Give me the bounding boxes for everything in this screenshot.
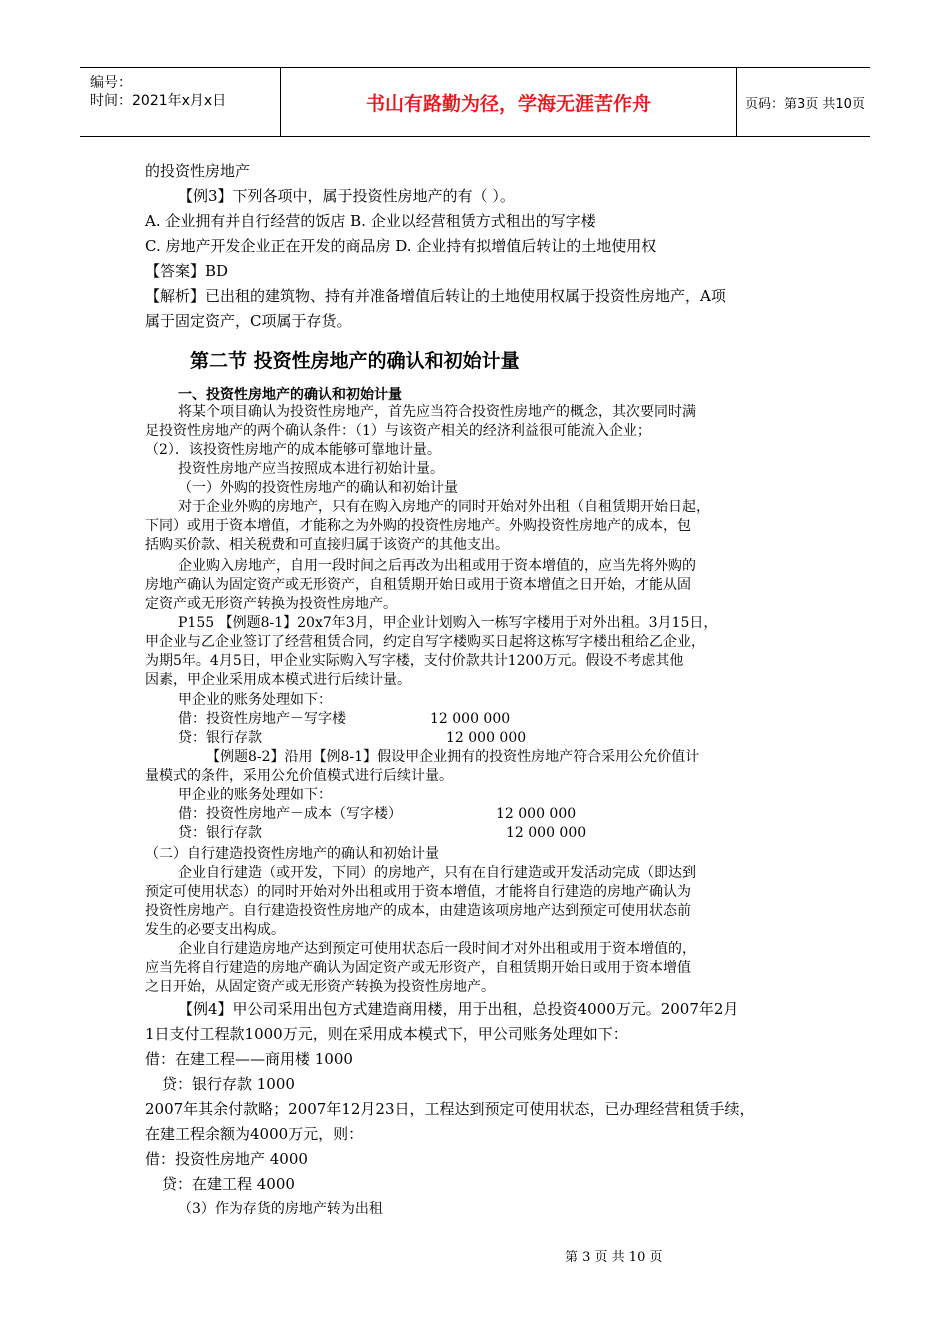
text-line: 属于固定资产，C项属于存货。 <box>145 312 352 330</box>
text-line: 房地产确认为固定资产或无形资产，自租赁期开始日或用于资本增值之日开始，才能从固 <box>145 577 691 593</box>
journal-amount: 12 000 000 <box>446 730 527 746</box>
text-line: 【例3】下列各项中，属于投资性房地产的有（ ）。 <box>178 187 515 205</box>
section-title: 第二节 投资性房地产的确认和初始计量 <box>190 350 520 372</box>
journal-credit: 贷：银行存款 <box>178 825 262 841</box>
journal-amount: 12 000 000 <box>430 711 511 727</box>
text-line: （2）．该投资性房地产的成本能够可靠地计量。 <box>145 442 441 458</box>
text-line: 之日开始，从固定资产或无形资产转换为投资性房地产。 <box>145 979 495 995</box>
text-line: 企业自行建造房地产达到预定可使用状态后一段时间才对外出租或用于资本增值的， <box>178 941 696 957</box>
text-line: 【解析】已出租的建筑物、持有并准备增值后转让的土地使用权属于投资性房地产，A项 <box>145 287 726 305</box>
text-line: 量模式的条件，采用公允价值模式进行后续计量。 <box>145 768 453 784</box>
text-line: 发生的必要支出构成。 <box>145 922 285 938</box>
text-line: 下同）或用于资本增值，才能称之为外购的投资性房地产。外购投资性房地产的成本，包 <box>145 518 691 534</box>
journal-debit: 借：投资性房地产－写字楼 <box>178 711 346 727</box>
journal-amount: 12 000 000 <box>506 825 587 841</box>
text-line: （二）自行建造投资性房地产的确认和初始计量 <box>145 846 439 862</box>
text-line: 在建工程余额为4000万元，则： <box>145 1125 364 1143</box>
text-line: 对于企业外购的房地产，只有在购入房地产的同时开始对外出租（自租赁期开始日起， <box>178 499 710 515</box>
page-info: 页码：第3页 共10页 <box>745 96 865 112</box>
text-line: （3）作为存货的房地产转为出租 <box>178 1201 383 1217</box>
answer-line: 【答案】BD <box>145 262 229 280</box>
text-line: 甲企业的账务处理如下： <box>178 692 332 708</box>
text-line: 将某个项目确认为投资性房地产，首先应当符合投资性房地产的概念，其次要同时满 <box>178 404 696 420</box>
page-footer: 第 3 页 共 10 页 <box>565 1250 663 1265</box>
text-line: 足投资性房地产的两个确认条件：（1）与该资产相关的经济利益很可能流入企业； <box>145 423 651 439</box>
page-header <box>80 67 870 137</box>
text-line: 的投资性房地产 <box>145 162 251 180</box>
text-line: 企业自行建造（或开发，下同）的房地产，只有在自行建造或开发活动完成（即达到 <box>178 865 696 881</box>
text-line: P155 【例题8-1】20x7年3月，甲企业计划购入一栋写字楼用于对外出租。3月15日， <box>178 615 718 631</box>
text-line: 投资性房地产应当按照成本进行初始计量。 <box>178 461 444 477</box>
text-line: 投资性房地产。自行建造投资性房地产的成本，由建造该项房地产达到预定可使用状态前 <box>145 903 691 919</box>
journal-credit: 贷：在建工程 4000 <box>162 1175 295 1193</box>
subsection-title: 一、投资性房地产的确认和初始计量 <box>178 387 402 403</box>
motto: 书山有路勤为径，学海无涯苦作舟 <box>281 68 737 136</box>
text-line: 【例题8-2】沿用【例8-1】假设甲企业拥有的投资性房地产符合采用公允价值计 <box>206 749 700 765</box>
time-label: 时间：2021年x月x日 <box>90 93 227 109</box>
journal-debit: 借：投资性房地产 4000 <box>145 1150 308 1168</box>
header-meta <box>80 68 281 136</box>
text-line: （一）外购的投资性房地产的确认和初始计量 <box>178 480 458 496</box>
text-line: 甲企业与乙企业签订了经营租赁合同，约定自写字楼购买日起将这栋写字楼出租给乙企业， <box>145 634 705 650</box>
text-line: 预定可使用状态）的同时开始对外出租或用于资本增值，才能将自行建造的房地产确认为 <box>145 884 691 900</box>
text-line: 企业购入房地产，自用一段时间之后再改为出租或用于资本增值的，应当先将外购的 <box>178 558 696 574</box>
text-line: 定资产或无形资产转换为投资性房地产。 <box>145 596 397 612</box>
text-line: 1日支付工程款1000万元，则在采用成本模式下，甲公司账务处理如下： <box>145 1025 628 1043</box>
text-line: 【例4】甲公司采用出包方式建造商用楼，用于出租，总投资4000万元。2007年2月 <box>178 1000 739 1018</box>
number-label: 编号： <box>90 75 132 91</box>
text-line: 括购买价款、相关税费和可直接归属于该资产的其他支出。 <box>145 537 509 553</box>
text-line: 2007年其余付款略；2007年12月23日，工程达到预定可使用状态，已办理经营租赁手续， <box>145 1100 755 1118</box>
text-line: 为期5年。4月5日，甲企业实际购入写字楼，支付价款共计1200万元。假设不考虑其他 <box>145 653 684 669</box>
text-line: A. 企业拥有并自行经营的饭店 B. 企业以经营租赁方式租出的写字楼 <box>145 212 596 230</box>
journal-credit: 贷：银行存款 1000 <box>162 1075 295 1093</box>
journal-debit: 借：在建工程——商用楼 1000 <box>145 1050 353 1068</box>
text-line: C. 房地产开发企业正在开发的商品房 D. 企业持有拟增值后转让的土地使用权 <box>145 237 657 255</box>
text-line: 因素，甲企业采用成本模式进行后续计量。 <box>145 672 411 688</box>
journal-debit: 借：投资性房地产－成本（写字楼） <box>178 806 402 822</box>
journal-amount: 12 000 000 <box>496 806 577 822</box>
text-line: 应当先将自行建造的房地产确认为固定资产或无形资产，自租赁期开始日或用于资本增值 <box>145 960 691 976</box>
journal-credit: 贷：银行存款 <box>178 730 262 746</box>
text-line: 甲企业的账务处理如下： <box>178 787 332 803</box>
